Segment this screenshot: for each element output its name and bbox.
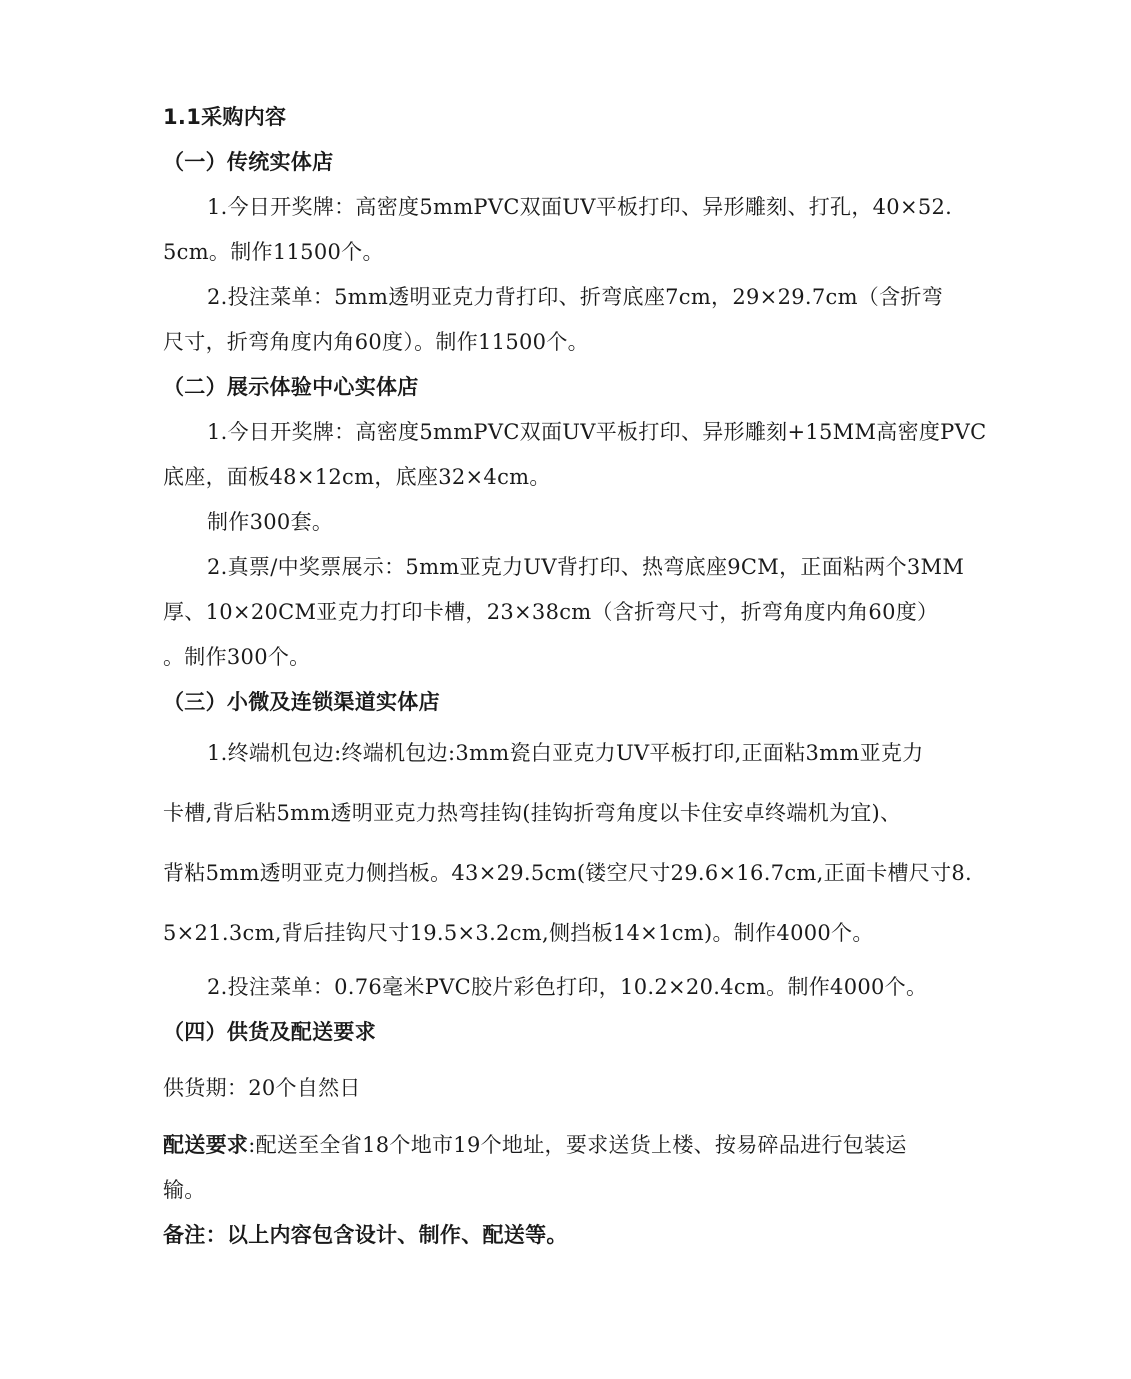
- supply-period: 供货期：20个自然日: [163, 1076, 361, 1100]
- delivery-text: :配送至全省18个地市19个地址，要求送货上楼、按易碎品进行包装运: [248, 1133, 907, 1157]
- part2-item2-line2: 厚、10×20CM亚克力打印卡槽，23×38cm（含折弯尺寸，折弯角度内角60度）: [163, 600, 939, 624]
- part3-item1-line2: 卡槽,背后粘5mm透明亚克力热弯挂钩(挂钩折弯角度以卡住安卓终端机为宜)、: [163, 801, 902, 825]
- part3-item1-line1: 1.终端机包边:终端机包边:3mm瓷白亚克力UV平板打印,正面粘3mm亚克力: [207, 741, 924, 765]
- part3-item1-line3: 背粘5mm透明亚克力侧挡板。43×29.5cm(镂空尺寸29.6×16.7cm,正面卡槽尺寸8.: [163, 861, 973, 885]
- part1-item2-line2: 尺寸，折弯角度内角60度）。制作11500个。: [163, 330, 589, 354]
- part3-item2-line1: 2.投注菜单：0.76毫米PVC胶片彩色打印，10.2×20.4cm。制作4000个。: [207, 975, 928, 999]
- part2-heading: （二）展示体验中心实体店: [163, 375, 419, 399]
- delivery-requirement-line1: [163, 1130, 961, 1160]
- part1-item1-line1: 1.今日开奖牌：高密度5mmPVC双面UV平板打印、异形雕刻、打孔，40×52.: [207, 195, 953, 219]
- part3-item1-line4: 5×21.3cm,背后挂钩尺寸19.5×3.2cm,侧挡板14×1cm)。制作4000个。: [163, 921, 874, 945]
- part2-item2-line1: 2.真票/中奖票展示：5mm亚克力UV背打印、热弯底座9CM，正面粘两个3MM: [207, 555, 965, 579]
- part1-item2-line1: 2.投注菜单：5mm透明亚克力背打印、折弯底座7cm，29×29.7cm（含折弯: [207, 285, 944, 309]
- part1-heading: （一）传统实体店: [163, 150, 334, 174]
- part1-item1-line2: 5cm。制作11500个。: [163, 240, 384, 264]
- section-title: 1.1采购内容: [163, 105, 287, 129]
- delivery-requirement-line2: 输。: [163, 1178, 206, 1202]
- part2-item1-line3: 制作300套。: [207, 510, 334, 534]
- remark: 备注：以上内容包含设计、制作、配送等。: [163, 1223, 568, 1247]
- part2-item2-line3: 。制作300个。: [163, 645, 311, 669]
- part2-item1-line1: 1.今日开奖牌：高密度5mmPVC双面UV平板打印、异形雕刻+15MM高密度PVC: [207, 420, 987, 444]
- part3-heading: （三）小微及连锁渠道实体店: [163, 690, 440, 714]
- part2-item1-line2: 底座，面板48×12cm，底座32×4cm。: [163, 465, 551, 489]
- part4-heading: （四）供货及配送要求: [163, 1020, 376, 1044]
- delivery-label: 配送要求: [163, 1133, 249, 1157]
